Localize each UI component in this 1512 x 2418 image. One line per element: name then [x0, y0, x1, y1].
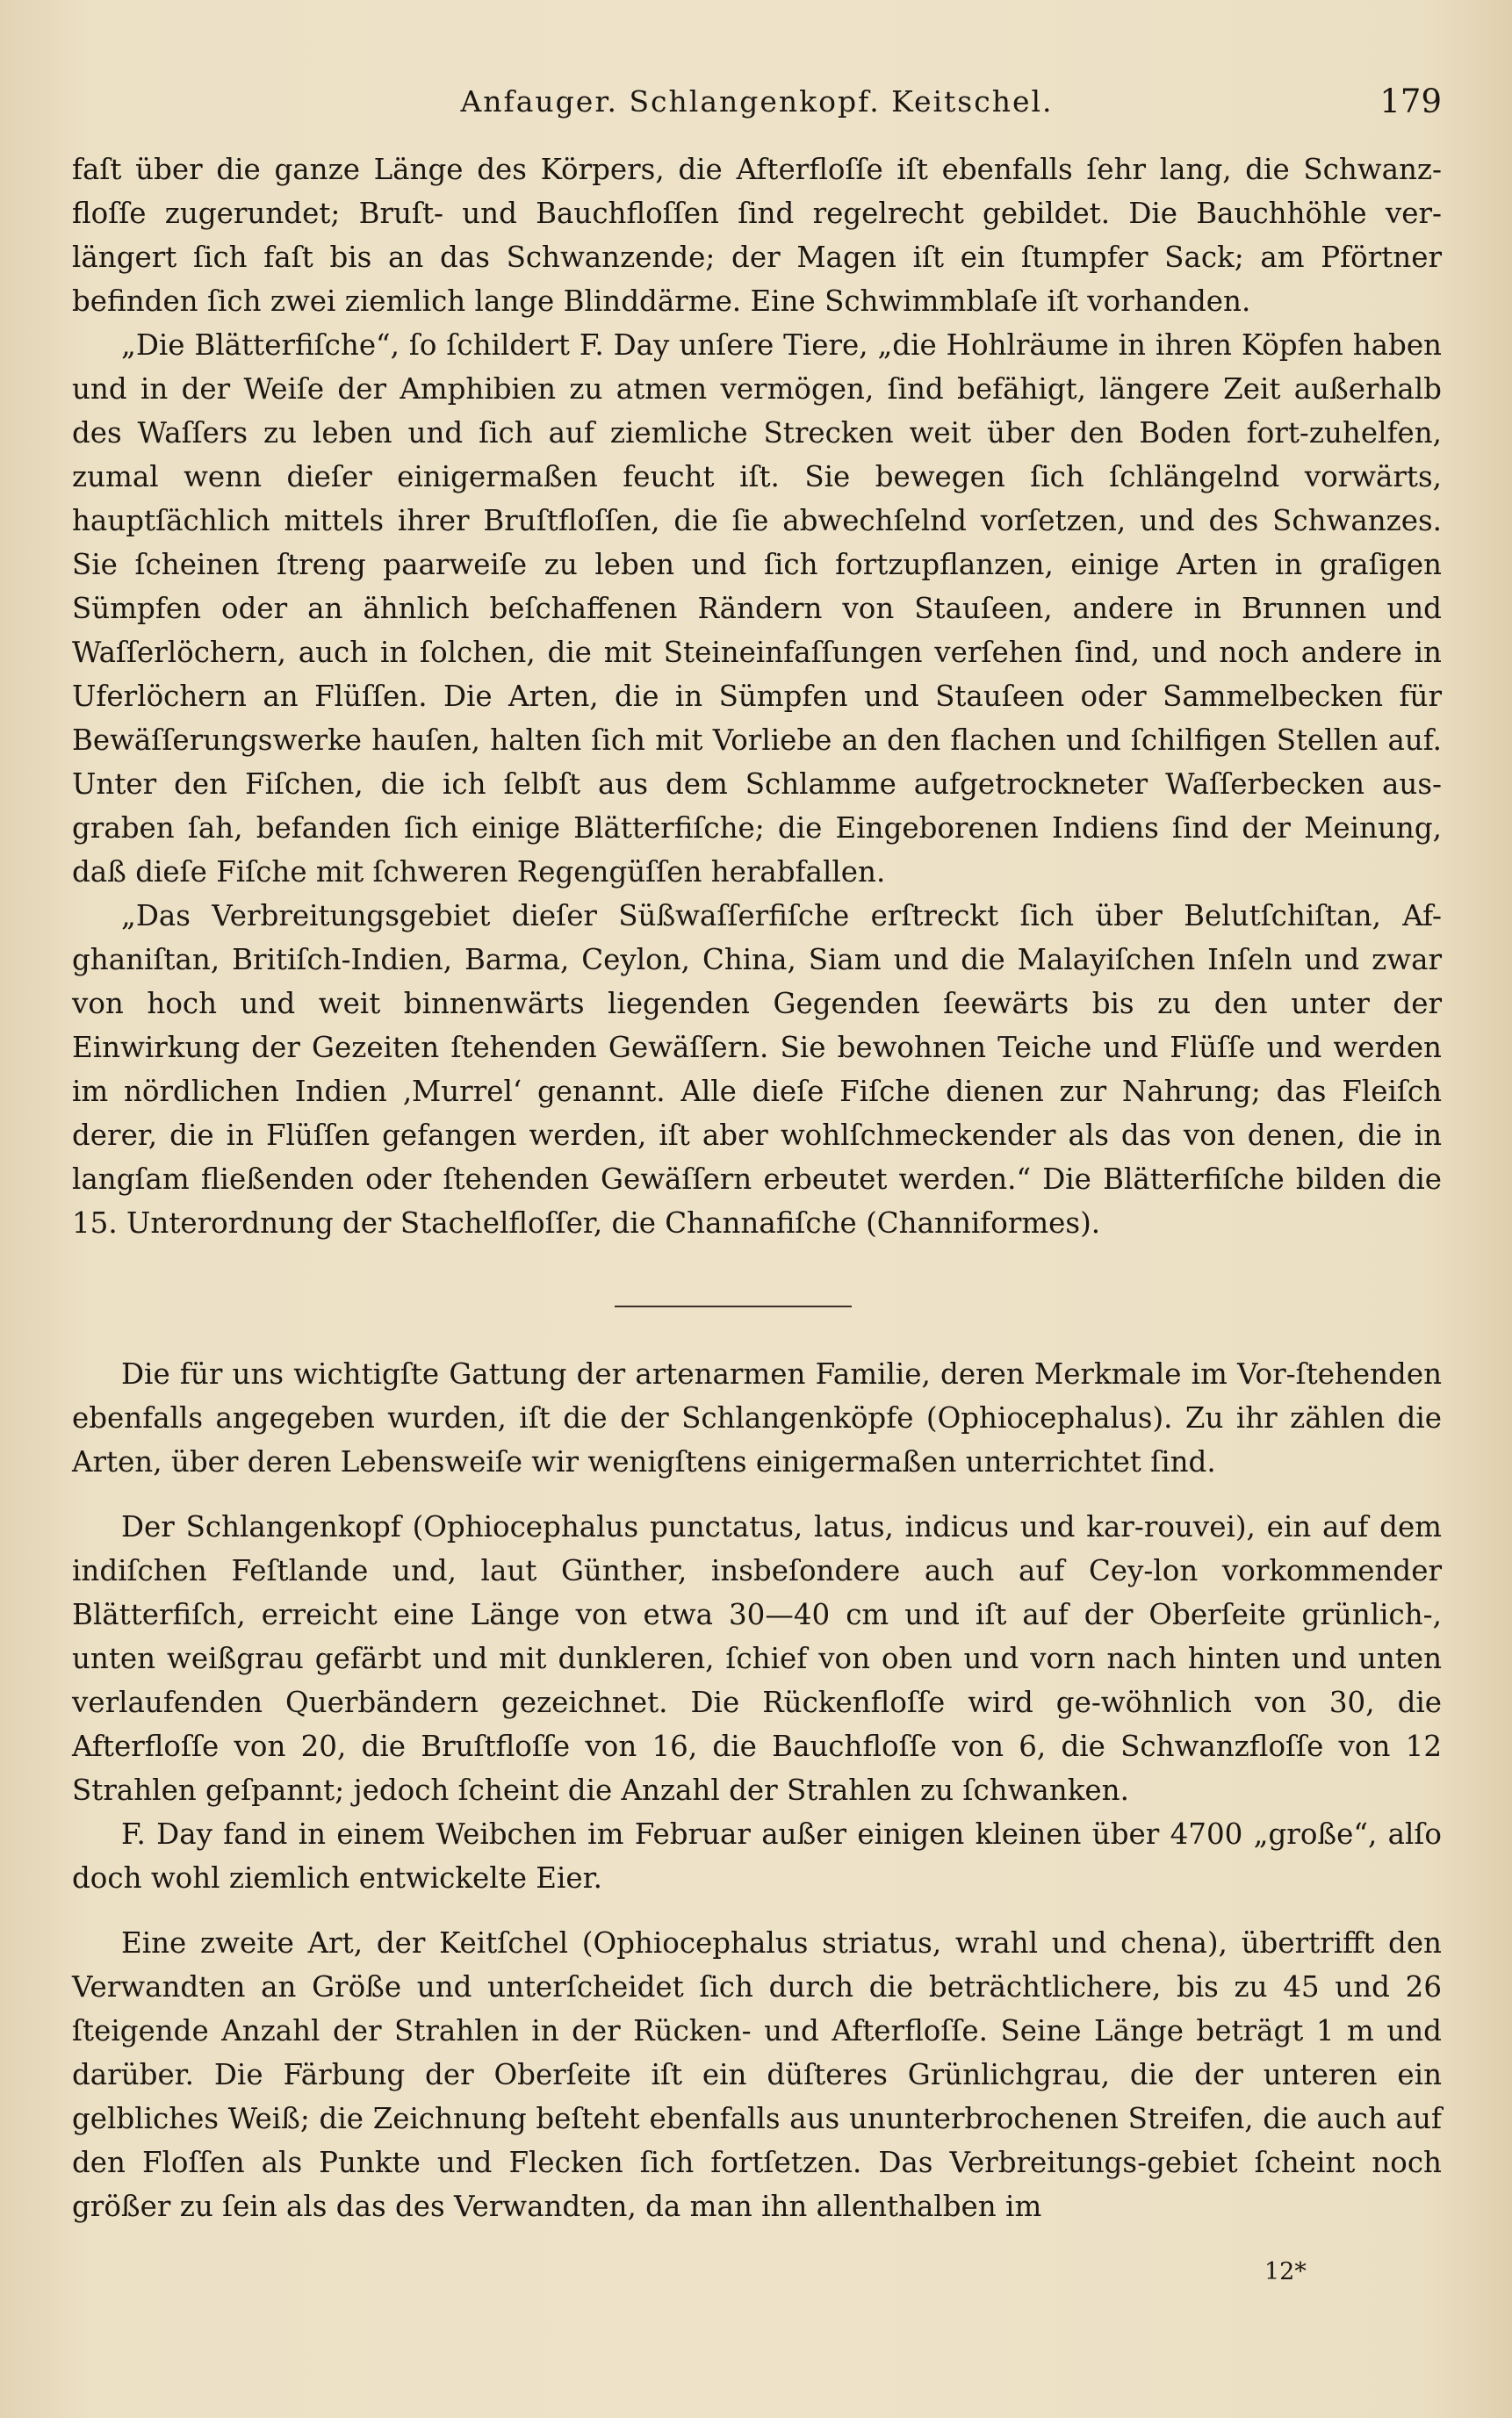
paragraph: Der Schlangenkopf (Ophiocephalus punctatus, latus, indicus und kar-rouvei), ein auf dem indiſchen Feſtlande und, laut Günther, insbeſondere auch auf Cey-lon vorkommender Blätterfiſch, erreicht eine Länge von etwa 30—40 cm und iſt auf der Oberſeite grünlich-, unten weißgrau gefärbt und mit dunkleren, ſchief von oben und vorn nach hinten und unten verlaufenden Querbändern gezeichnet. Die Rückenfloſſe wird ge-wöhnlich von 30, die Afterfloſſe von 20, die Bruſtfloſſe von 16, die Bauchfloſſe von 6, die Schwanzfloſſe von 12 Strahlen geſpannt; jedoch ſcheint die Anzahl der Strahlen zu ſchwanken.: [72, 1510, 1442, 1807]
text-block-top: [72, 148, 1442, 1245]
paragraph: F. Day fand in einem Weibchen im Februar außer einigen kleinen über 4700 „große“, alſo doch wohl ziemlich entwickelte Eier.: [72, 1817, 1442, 1895]
page-number: 179: [1379, 83, 1442, 120]
paragraph: Die für uns wichtigſte Gattung der artenarmen Familie, deren Merkmale im Vor-ſtehenden ebenfalls angegeben wurden, iſt die der Schlangenköpfe (Ophiocephalus). Zu ihr zählen die Arten, über deren Lebensweiſe wir wenigſtens einigermaßen unterrichtet ſind.: [72, 1357, 1442, 1479]
text-block-bottom: [72, 1352, 1442, 2228]
running-title: Anfauger. Schlangenkopf. Keitschel.: [460, 84, 1054, 119]
paragraph: Eine zweite Art, der Keitſchel (Ophiocephalus striatus, wrahl und chena), übertrifft den Verwandten an Größe und unterſcheidet ſich durch die beträchtlichere, bis zu 45 und 26 ſteigende Anzahl der Strahlen in der Rücken- und Afterfloſſe. Seine Länge beträgt 1 m und darüber. Die Färbung der Oberſeite iſt ein düſteres Grünlichgrau, die der unteren ein gelbliches Weiß; die Zeichnung beſteht ebenfalls aus ununterbrochenen Streifen, die auch auf den Floſſen als Punkte und Flecken ſich fortſetzen. Das Verbreitungs-gebiet ſcheint noch größer zu ſein als das des Verwandten, da man ihn allenthalben im: [72, 1926, 1442, 2223]
paragraph: „Die Blätterfiſche“, ſo ſchildert F. Day unſere Tiere, „die Hohlräume in ihren Köpfen haben und in der Weiſe der Amphibien zu atmen vermögen, ſind befähigt, längere Zeit außerhalb des Waſſers zu leben und ſich auf ziemliche Strecken weit über den Boden fort-zuhelfen, zumal wenn dieſer einigermaßen feucht iſt. Sie bewegen ſich ſchlängelnd vorwärts, hauptſächlich mittels ihrer Bruſtfloſſen, die ſie abwechſelnd vorſetzen, und des Schwanzes. Sie ſcheinen ſtreng paarweiſe zu leben und ſich fortzupflanzen, einige Arten in graſigen Sümpfen oder an ähnlich beſchaffenen Rändern von Stauſeen, andere in Brunnen und Waſſerlöchern, auch in ſolchen, die mit Steineinfaſſungen verſehen ſind, und noch andere in Uferlöchern an Flüſſen. Die Arten, die in Sümpfen und Stauſeen oder Sammelbecken für Bewäſſerungswerke hauſen, halten ſich mit Vorliebe an den flachen und ſchilfigen Stellen auf. Unter den Fiſchen, die ich ſelbſt aus dem Schlamme aufgetrockneter Waſſerbecken aus-graben ſah, befanden ſich einige Blätterfiſche; die Eingeborenen Indiens ſind der Meinung, daß dieſe Fiſche mit ſchweren Regengüſſen herabfallen.: [72, 328, 1442, 889]
signature-mark: 12*: [1264, 2258, 1307, 2285]
section-divider: [615, 1306, 852, 1307]
running-header: [72, 77, 1442, 126]
paragraph: „Das Verbreitungsgebiet dieſer Süßwaſſerfiſche erſtreckt ſich über Belutſchiſtan, Af-ghaniſtan, Britiſch-Indien, Barma, Ceylon, China, Siam und die Malayiſchen Inſeln und zwar von hoch und weit binnenwärts liegenden Gegenden ſeewärts bis zu den unter der Einwirkung der Gezeiten ſtehenden Gewäſſern. Sie bewohnen Teiche und Flüſſe und werden im nördlichen Indien ‚Murrel‘ genannt. Alle dieſe Fiſche dienen zur Nahrung; das Fleiſch derer, die in Flüſſen gefangen werden, iſt aber wohlſchmeckender als das von denen, die in langſam fließenden oder ſtehenden Gewäſſern erbeutet werden.“ Die Blätterfiſche bilden die 15. Unterordnung der Stachelfloſſer, die Channafiſche (Channiformes).: [72, 899, 1442, 1240]
paragraph: faſt über die ganze Länge des Körpers, die Afterfloſſe iſt ebenfalls ſehr lang, die Schwanz-floſſe zugerundet; Bruſt- und Bauchfloſſen ſind regelrecht gebildet. Die Bauchhöhle ver-längert ſich faſt bis an das Schwanzende; der Magen iſt ein ſtumpfer Sack; am Pförtner befinden ſich zwei ziemlich lange Blinddärme. Eine Schwimmblaſe iſt vorhanden.: [72, 153, 1442, 318]
